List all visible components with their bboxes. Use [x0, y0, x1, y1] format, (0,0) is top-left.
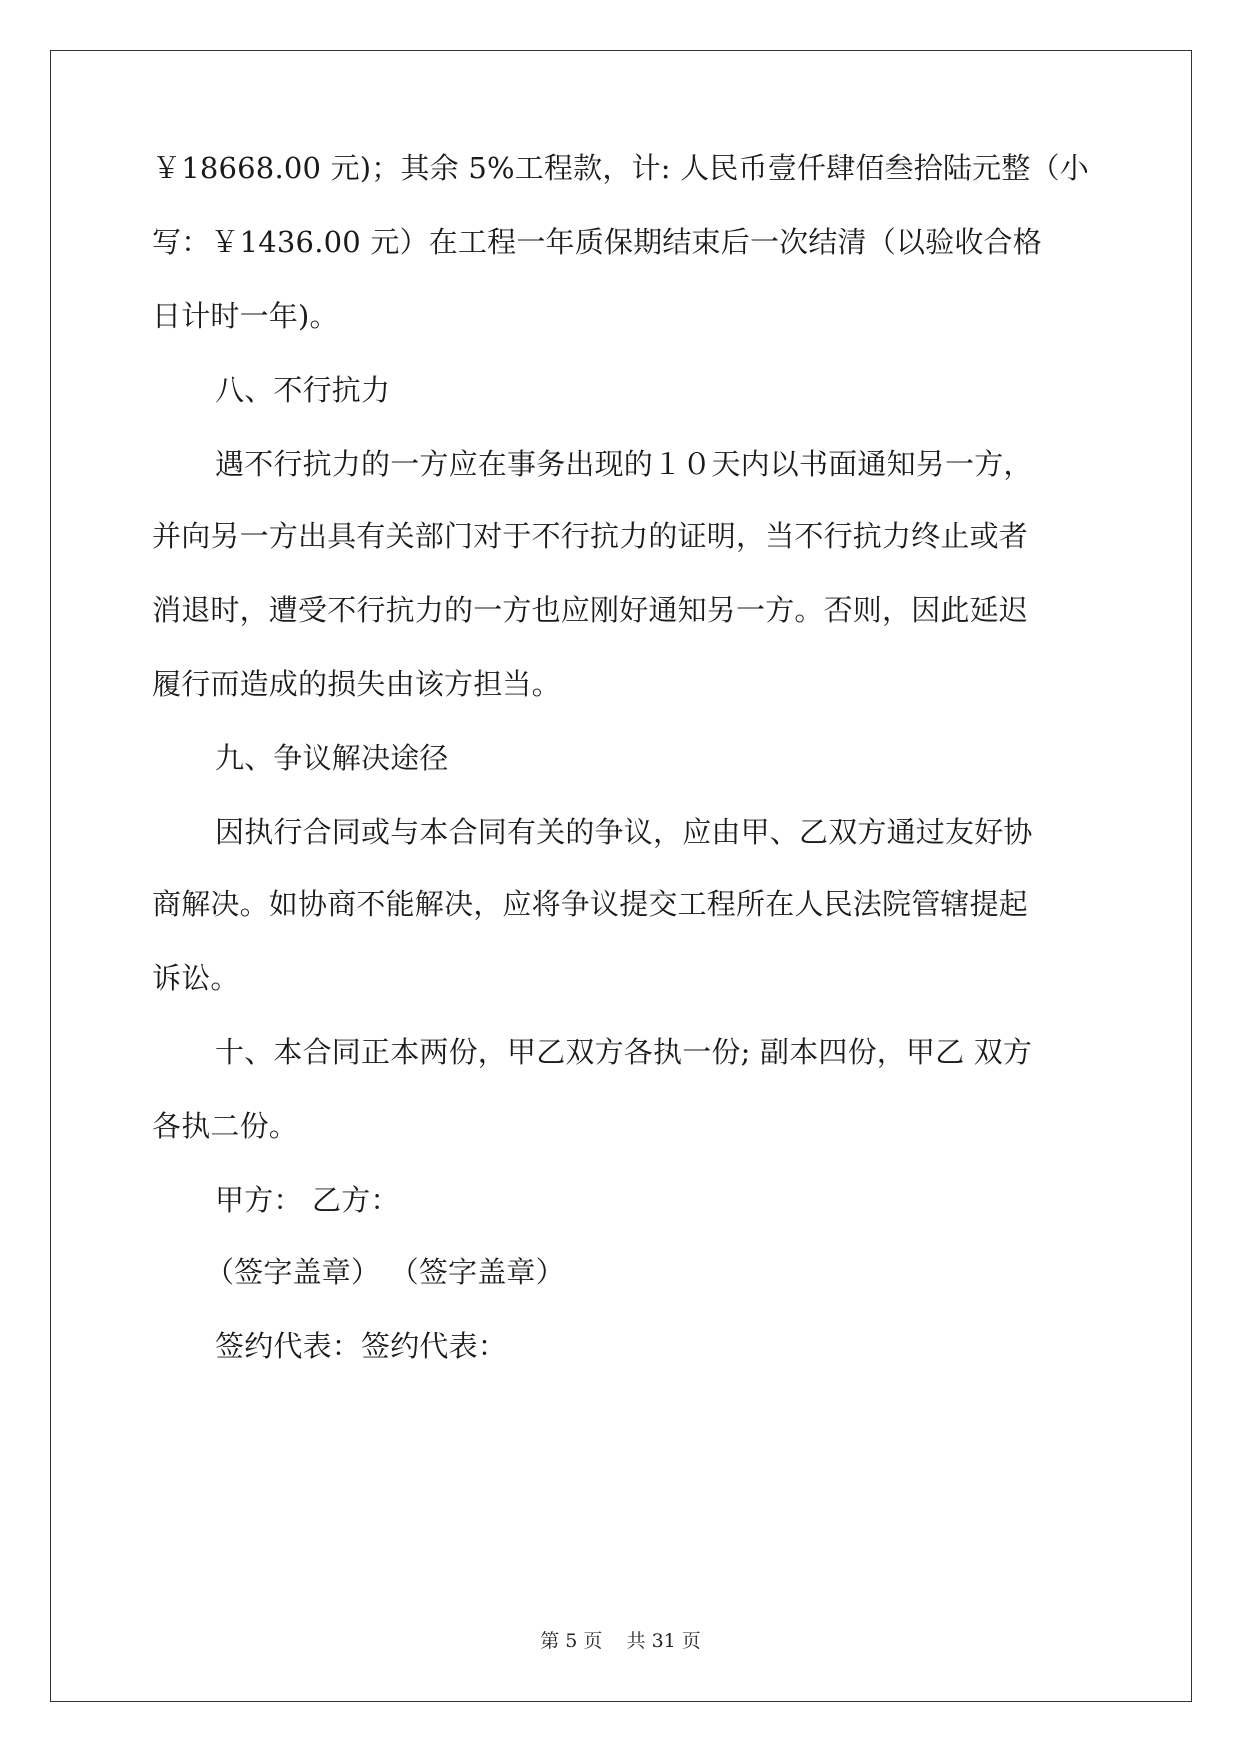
body-line-5: 遇不行抗力的一方应在事务出现的１０天内以书面通知另一方， [215, 447, 1033, 481]
section-heading-9: 九、争议解决途径 [215, 741, 449, 775]
body-line-6: 并向另一方出具有关部门对于不行抗力的证明，当不行抗力终止或者 [152, 519, 1029, 553]
body-line-10: 因执行合同或与本合同有关的争议，应由甲、乙双方通过友好协 [215, 815, 1033, 849]
signature-stamp-labels: （签字盖章） （签字盖章） [205, 1255, 565, 1289]
section-heading-10: 十、本合同正本两份，甲乙双方各执一份; 副本四份，甲乙 双方 [215, 1035, 1033, 1069]
body-line-7: 消退时，遭受不行抗力的一方也应刚好通知另一方。否则，因此延迟 [152, 593, 1029, 627]
body-line-8: 履行而造成的损失由该方担当。 [152, 667, 561, 701]
body-line-2: 写：￥1436.00 元）在工程一年质保期结束后一次结清（以验收合格 [152, 225, 1042, 259]
body-line-12: 诉讼。 [152, 961, 240, 995]
section-heading-8: 八、不行抗力 [215, 373, 391, 407]
total-pages: 共 31 页 [626, 1630, 701, 1652]
body-line-14: 各执二份。 [152, 1109, 299, 1143]
page-number: 第 5 页 [540, 1630, 603, 1652]
page-footer [0, 1626, 1241, 1653]
party-labels: 甲方： 乙方： [215, 1183, 400, 1217]
body-line-11: 商解决。如协商不能解决，应将争议提交工程所在人民法院管辖提起 [152, 887, 1029, 921]
body-line-3: 日计时一年)。 [152, 299, 339, 333]
signing-representatives: 签约代表：签约代表： [215, 1329, 508, 1363]
body-line-1: ￥18668.00 元)；其余 5%工程款，计: 人民币壹仟肆佰叁拾陆元整（小 [152, 151, 1089, 185]
